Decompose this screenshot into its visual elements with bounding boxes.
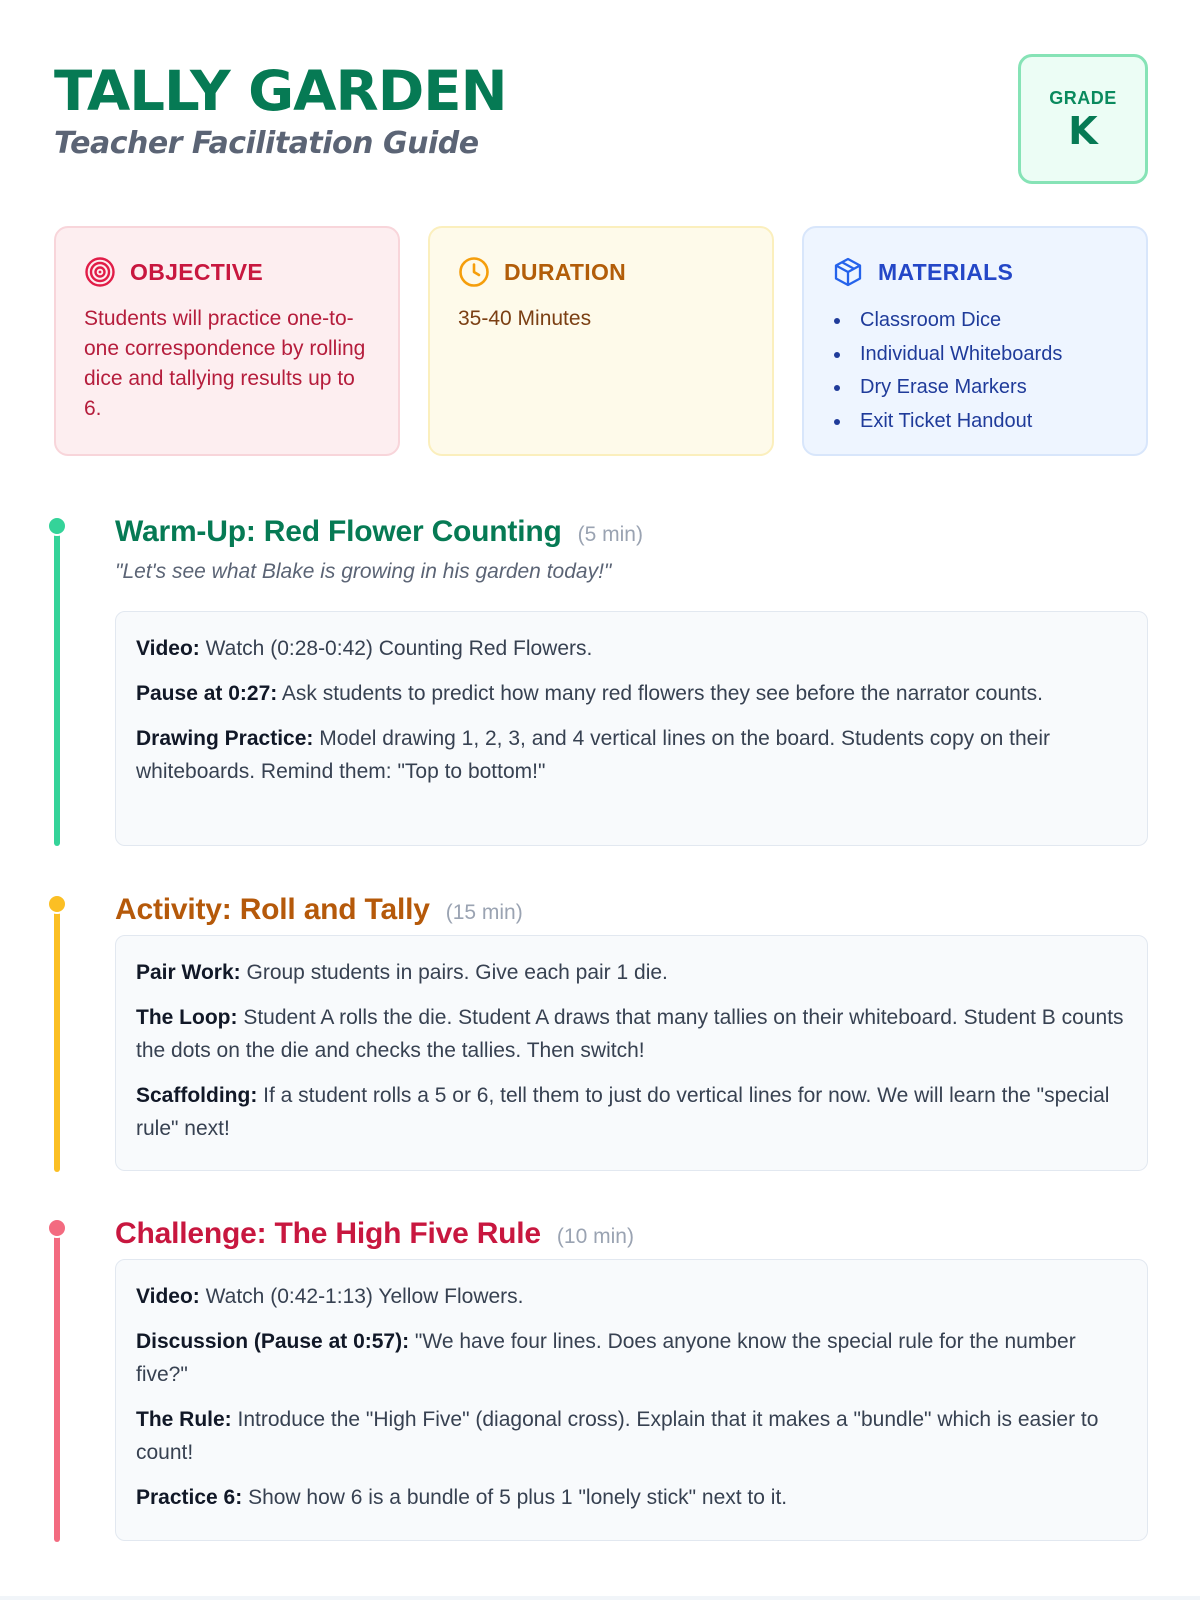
item-text: Student A rolls the die. Student A draws that many tallies on their whiteboard. Student B counts the dots on the die and checks the tallies. Then switch! <box>136 1006 1124 1062</box>
item-label: Scaffolding: <box>136 1084 258 1107</box>
item-label: The Loop: <box>136 1006 238 1029</box>
item-text: Model drawing 1, 2, 3, and 4 vertical lines on the board. Students copy on their whiteboards. Remind them: "Top to bottom!" <box>136 727 1051 783</box>
material-item: Classroom Dice <box>832 304 1118 338</box>
section-time: (10 min) <box>556 1225 634 1248</box>
box-icon <box>832 256 864 288</box>
item-text: If a student rolls a 5 or 6, tell them to just do vertical lines for now. We will learn the "special rule" next! <box>136 1084 1110 1140</box>
section-quote: "Let's see what Blake is growing in his garden today!" <box>115 560 612 583</box>
item-text: "We have four lines. Does anyone know the special rule for the number five?" <box>136 1330 1076 1386</box>
content-item <box>136 1325 1127 1391</box>
item-label: The Rule: <box>136 1408 232 1431</box>
item-text: Watch (0:42-1:13) Yellow Flowers. <box>199 1285 524 1308</box>
timeline-dot <box>47 1218 67 1238</box>
content-item <box>136 1481 1127 1514</box>
item-label: Pair Work: <box>136 961 241 984</box>
timeline-rail <box>54 520 60 846</box>
material-item: Dry Erase Markers <box>832 371 1118 405</box>
material-item: Exit Ticket Handout <box>832 405 1118 439</box>
timeline-rail <box>54 898 60 1172</box>
duration-card <box>428 226 774 456</box>
objective-text: Students will practice one-to-one correspondence by rolling dice and tallying results up to 6. <box>84 307 366 420</box>
section-time: (15 min) <box>445 901 523 924</box>
grade-value: K <box>1068 109 1098 153</box>
timeline-dot <box>47 894 67 914</box>
section-title: Challenge: The High Five Rule <box>115 1217 541 1250</box>
section-content-box <box>115 1259 1148 1541</box>
grade-badge <box>1018 54 1148 184</box>
section-content-box <box>115 935 1148 1171</box>
page-bottom-divider <box>0 1596 1200 1600</box>
materials-list <box>832 304 1118 438</box>
target-icon <box>84 256 116 288</box>
item-text: Ask students to predict how many red flowers they see before the narrator counts. <box>277 682 1043 705</box>
duration-title: DURATION <box>504 258 627 285</box>
content-item <box>136 632 1127 665</box>
content-item <box>136 1280 1127 1313</box>
objective-card <box>54 226 400 456</box>
page-header <box>54 58 1148 188</box>
section-title: Warm-Up: Red Flower Counting <box>115 515 562 548</box>
timeline-rail <box>54 1222 60 1542</box>
page-title: TALLY GARDEN <box>54 59 507 123</box>
item-text: Watch (0:28-0:42) Counting Red Flowers. <box>199 637 593 660</box>
content-item <box>136 722 1127 788</box>
content-item <box>136 1001 1127 1067</box>
section-title: Activity: Roll and Tally <box>115 893 430 926</box>
timeline-dot <box>47 516 67 536</box>
item-label: Pause at 0:27: <box>136 682 278 705</box>
materials-card <box>802 226 1148 456</box>
item-label: Video: <box>136 1285 200 1308</box>
content-item <box>136 1079 1127 1145</box>
objective-title: OBJECTIVE <box>130 258 264 285</box>
clock-icon <box>458 256 490 288</box>
grade-label: GRADE <box>1049 88 1117 108</box>
item-text: Introduce the "High Five" (diagonal cross). Explain that it makes a "bundle" which is easier to count! <box>136 1408 1099 1464</box>
page-subtitle: Teacher Facilitation Guide <box>54 126 479 161</box>
duration-text: 35-40 Minutes <box>458 307 592 330</box>
overview-cards <box>54 226 1148 456</box>
item-text: Show how 6 is a bundle of 5 plus 1 "lonely stick" next to it. <box>242 1486 788 1509</box>
content-item <box>136 956 1127 989</box>
item-label: Drawing Practice: <box>136 727 314 750</box>
section-content-box <box>115 611 1148 846</box>
item-text: Group students in pairs. Give each pair 1 die. <box>240 961 668 984</box>
item-label: Discussion (Pause at 0:57): <box>136 1330 410 1353</box>
item-label: Practice 6: <box>136 1486 243 1509</box>
material-item: Individual Whiteboards <box>832 338 1118 372</box>
content-item <box>136 677 1127 710</box>
materials-title: MATERIALS <box>878 258 1014 285</box>
content-item <box>136 1403 1127 1469</box>
item-label: Video: <box>136 637 200 660</box>
section-time: (5 min) <box>577 523 643 546</box>
